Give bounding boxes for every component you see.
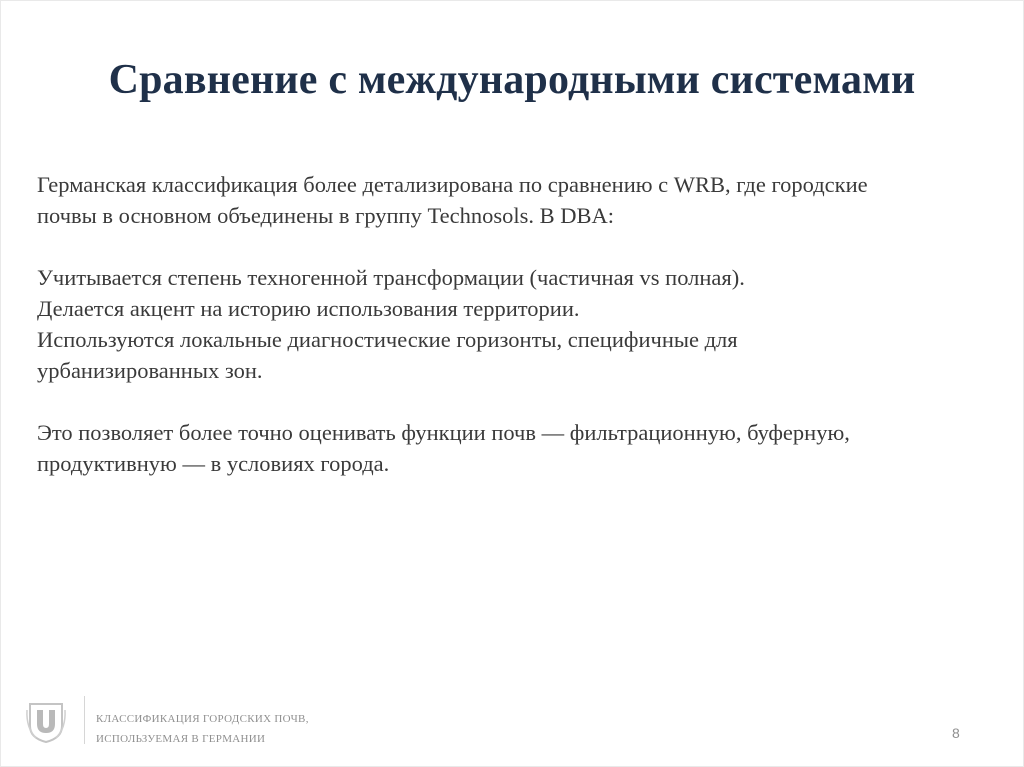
slide-title: Сравнение с международными системами (108, 57, 916, 103)
point-3-line-1: Используются локальные диагностические горизонты, специфичные для (37, 327, 738, 352)
paragraph-gap (37, 386, 997, 417)
footer-caption-line-1: КЛАССИФИКАЦИЯ ГОРОДСКИХ ПОЧВ, (96, 713, 309, 725)
point-1: Учитывается степень техногенной трансформации (частичная vs полная). (37, 265, 745, 290)
intro-line-1: Германская классификация более детализирована по сравнению с WRB, где городские (37, 172, 868, 197)
conclusion-line-2: продуктивную — в условиях города. (37, 451, 390, 476)
point-3-line-2: урбанизированных зон. (37, 358, 263, 383)
paragraph-gap (37, 231, 997, 262)
footer-caption-line-2: ИСПОЛЬЗУЕМАЯ В ГЕРМАНИИ (96, 733, 266, 745)
page-number: 8 (952, 725, 960, 741)
footer-divider (84, 696, 85, 744)
university-u-shield-icon (24, 700, 68, 744)
footer-caption (96, 709, 309, 749)
conclusion-line-1: Это позволяет более точно оценивать функции почв — фильтрационную, буферную, (37, 420, 850, 445)
point-2: Делается акцент на историю использования территории. (37, 296, 580, 321)
intro-line-2: почвы в основном объединены в группу Technosols. В DBA: (37, 203, 615, 228)
slide-body (37, 169, 997, 479)
